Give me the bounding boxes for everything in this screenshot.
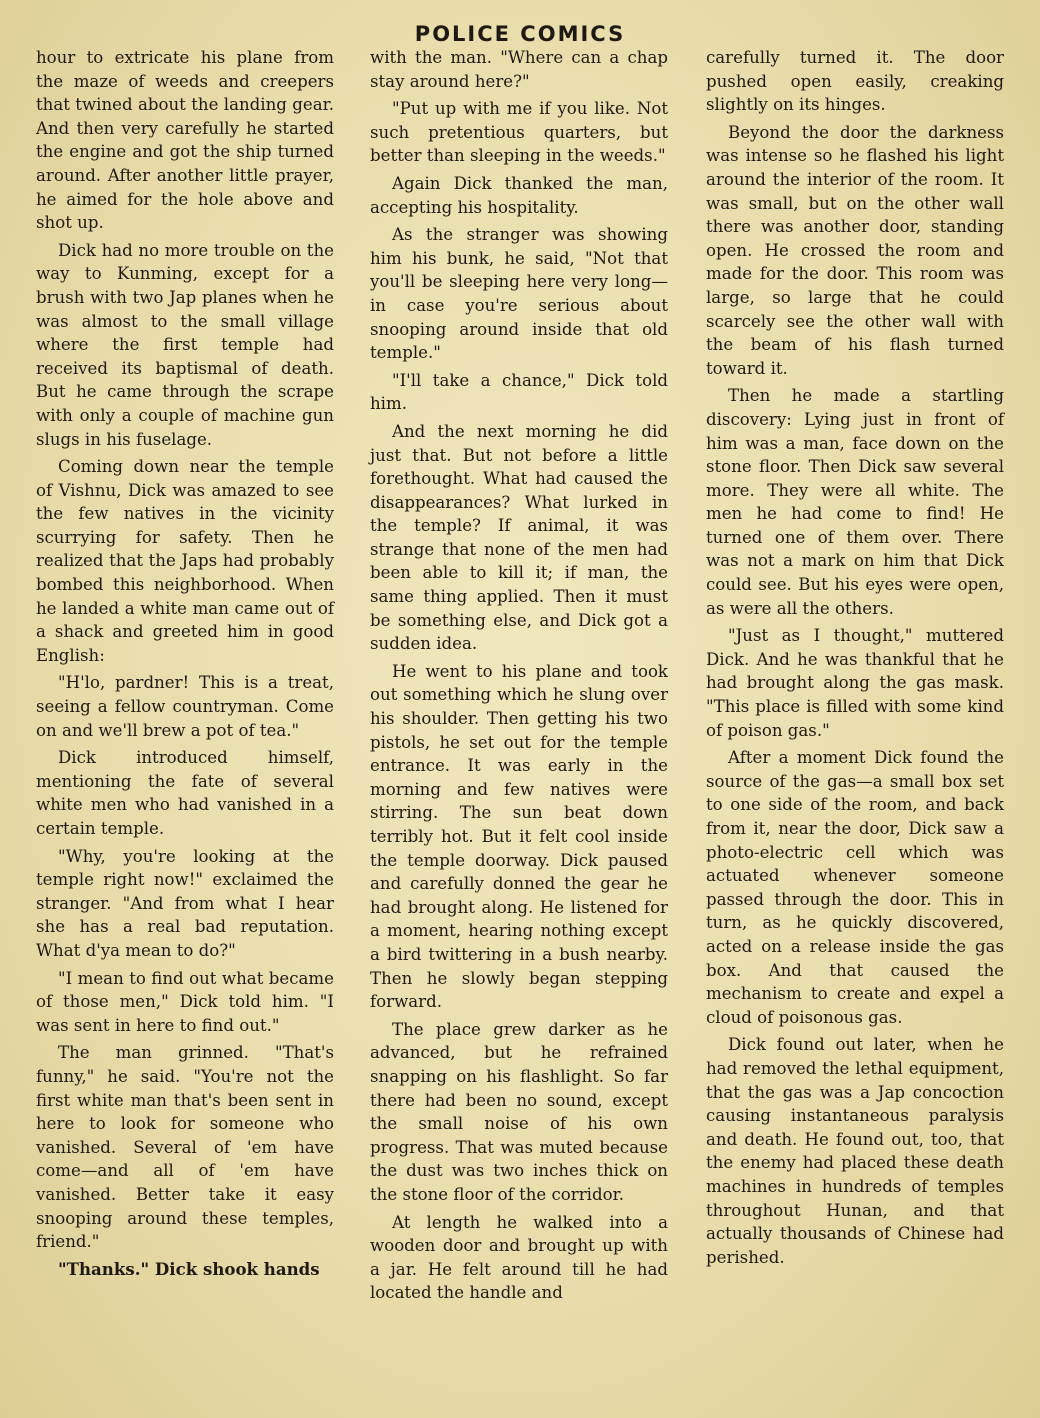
- paragraph: Dick introduced himself, mentioning the fate of several white men who had vanished in a certain temple.: [36, 748, 334, 838]
- text-column-1: [36, 46, 334, 1285]
- paragraph: Then he made a startling discovery: Lying just in front of him was a man, face down on the stone floor. Then Dick saw several more. They were all white. The men he had come to find! He turned one of them over. There was not a mark on him that Dick could see. But his eyes were open, as were all the others.: [706, 386, 1004, 618]
- paragraph: carefully turned it. The door pushed open easily, creaking slightly on its hinges.: [706, 48, 1004, 115]
- text-column-3: [706, 46, 1004, 1273]
- paragraph: At length he walked into a wooden door and brought up with a jar. He felt around till he had located the handle and: [370, 1212, 668, 1303]
- paragraph: Again Dick thanked the man, accepting his hospitality.: [370, 173, 668, 217]
- paragraph: hour to extricate his plane from the maze of weeds and creepers that twined about the landing gear. And then very carefully he started the engine and got the ship turned around. After another little prayer, he aimed for the hole above and shot up.: [36, 48, 334, 233]
- paragraph: "H'lo, pardner! This is a treat, seeing a fellow countryman. Come on and we'll brew a pot of tea.": [36, 673, 334, 740]
- paragraph: Dick had no more trouble on the way to Kunming, except for a brush with two Jap planes when he was almost to the small village where the first temple had received its baptismal of death. But he came through the scrape with only a couple of machine gun slugs in his fuselage.: [36, 240, 334, 449]
- paragraph: with the man. "Where can a chap stay around here?": [370, 48, 668, 91]
- paragraph: "I mean to find out what became of those men," Dick told him. "I was sent in here to find out.": [36, 968, 334, 1035]
- paragraph: Dick found out later, when he had removed the lethal equipment, that the gas was a Jap concoction causing instantaneous paralysis and death. He found out, too, that the enemy had placed these death machines in hundreds of temples throughout Hunan, and that actually thousands of Chinese had perished.: [706, 1035, 1004, 1267]
- paragraph: Beyond the door the darkness was intense so he flashed his light around the interior of the room. It was small, but on the other wall there was another door, standing open. He crossed the room and made for the door. This room was large, so large that he could scarcely see the other wall with the beam of his flash turned toward it.: [706, 122, 1004, 378]
- page-header-title: POLICE COMICS: [414, 22, 626, 46]
- paragraph: Coming down near the temple of Vishnu, Dick was amazed to see the few natives in the vicinity scurrying for safety. Then he realized that the Japs had probably bombed this neighborhood. When he landed a white man came out of a shack and greeted him in good English:: [36, 457, 334, 665]
- paragraph: "Thanks." Dick shook hands: [58, 1258, 320, 1279]
- paragraph: And the next morning he did just that. But not before a little forethought. What had caused the disappearances? What lurked in the temple? If animal, it was strange that none of the men had been able to kill it; if man, the same thing applied. Then it must be something else, and Dick got a sudden idea.: [370, 421, 668, 654]
- paragraph: The man grinned. "That's funny," he said. "You're not the first white man that's been sent in here to look for someone who vanished. Several of 'em have come—and all of 'em have vanished. Better take it easy snooping around these temples, friend.": [36, 1043, 334, 1252]
- paragraph: As the stranger was showing him his bunk, he said, "Not that you'll be sleeping here very long—in case you're serious about snooping around inside that old temple.": [370, 225, 668, 363]
- paragraph: "Just as I thought," muttered Dick. And he was thankful that he had brought along the gas mask. "This place is filled with some kind of poison gas.": [706, 626, 1004, 740]
- paragraph: "Put up with me if you like. Not such pretentious quarters, but better than sleeping in the weeds.": [370, 99, 668, 166]
- paragraph: The place grew darker as he advanced, but he refrained snapping on his flashlight. So far there had been no sound, except the small noise of his own progress. That was muted because the dust was two inches thick on the stone floor of the corridor.: [370, 1019, 668, 1204]
- paragraph: After a moment Dick found the source of the gas—a small box set to one side of the room, and back from it, near the door, Dick saw a photo-electric cell which was actuated whenever someone passed through the door. This in turn, as he quickly discovered, acted on a release inside the gas box. And that caused the mechanism to create and expel a cloud of poisonous gas.: [706, 748, 1004, 1027]
- paragraph: "I'll take a chance," Dick told him.: [370, 370, 668, 414]
- text-column-2: [370, 46, 668, 1309]
- paragraph: "Why, you're looking at the temple right now!" exclaimed the stranger. "And from what I hear she has a real bad reputation. What d'ya mean to do?": [36, 846, 334, 960]
- paragraph: He went to his plane and took out something which he slung over his shoulder. Then getting his two pistols, he set out for the temple entrance. It was early in the morning and few natives were stirring. The sun beat down terribly hot. But it felt cool inside the temple doorway. Dick paused and carefully donned the gear he had brought along. He listened for a moment, hearing nothing except a bird twittering in a bush nearby. Then he slowly began stepping forward.: [370, 661, 668, 1012]
